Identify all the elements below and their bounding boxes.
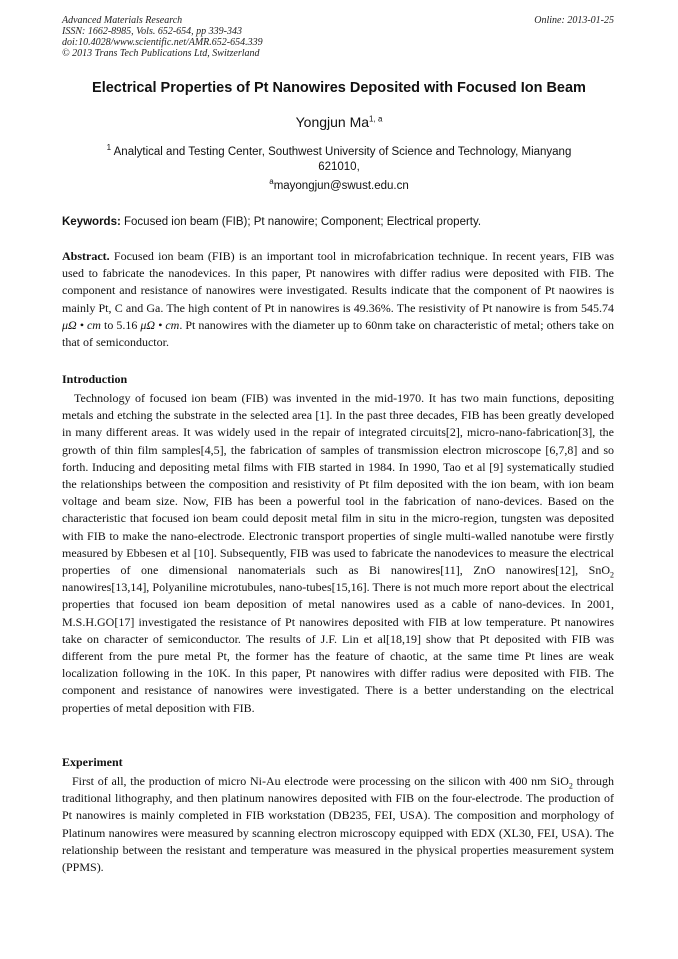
experiment-text-a: First of all, the production of micro Ni-Au electrode were processing on the silicon with 400 nm SiO	[72, 774, 569, 788]
abstract-label: Abstract.	[62, 249, 110, 263]
author-superscript: 1, a	[369, 114, 383, 124]
journal-header	[62, 15, 614, 59]
abstract-unit-2: μΩ • cm	[140, 317, 180, 332]
abstract-to: to 5.16	[103, 317, 138, 332]
introduction-subscript: 2	[610, 570, 614, 580]
affiliation-line-2: 621010,	[318, 161, 360, 173]
email-superscript: a	[269, 177, 274, 187]
abstract-paragraph	[62, 248, 614, 351]
issn-line: ISSN: 1662-8985, Vols. 652-654, pp 339-343	[62, 26, 242, 37]
introduction-text-a: Technology of focused ion beam (FIB) was invented in the mid-1970. It has two main functions, depositing metals and etching the substrate in the selected area [1]. In the past three decades, FIB has been greatly developed in many different areas. It was widely used in the repair of integrated circuits[2], micro-nano-fabrication[3], the growth of thin film samples[4,5], the fabrication of samples of transmission electron microscope [6,7,8] and so forth. Inducing and depositing metal films with FIB started in 1984. In 1990, Tao et al [9] systematically studied the relationships between the composition and resistivity of Pt film deposited with the ion beam, with ion beam voltage and beam size. Now, FIB has been a powerful tool in the fabrication of nano-devices. Based on the characteristic that focused ion beam could deposit metal film in situ in the micro-region, tungsten was deposited with FIB to make the nano-electrode. Electronic transport properties of single multi-walled nanotube were firstly measured by Ebbesen et al [10]. Subsequently, FIB was used to fabricate the nanodevices to measure the electrical properties of one dimensional nanomaterials such as Bi nanowires[11], ZnO nanowires[12], SnO	[62, 391, 614, 578]
experiment-paragraph	[62, 773, 614, 876]
introduction-heading: Introduction	[62, 372, 128, 386]
affiliation-superscript: 1	[106, 143, 112, 153]
abstract-text-a: Focused ion beam (FIB) is an important tool in microfabrication technique. In recent years, FIB was used to fabricate the nanodevices. In this paper, Pt nanowires with differ radius were deposited with FIB. The component and resistance of nanowires were investigated. Results indicate that the component of Pt naowires is mainly Pt, C and Ga. The high content of Pt in nanowires is 49.36%. The resistivity of Pt nanowire is from 545.74	[62, 249, 615, 315]
author-name: Yongjun Ma	[295, 114, 370, 130]
email-address[interactable]: mayongjun@swust.edu.cn	[273, 180, 409, 192]
experiment-text-b: through traditional lithography, and then platinum nanowires deposited with FIB on the four-electrode. The production of Pt nanowires is mainly completed in FIB workstation (DB235, FEI, USA). The composition and morphology of Platinum nanowires were measured by scanning electron microscopy equipped with EDX (XL30, FEI, USA). The relationship between the resistant and temperature was measured in the physical properties measurement system (PPMS).	[62, 774, 614, 875]
experiment-subscript: 2	[568, 781, 573, 791]
author-email	[40, 177, 638, 192]
keywords-text: Focused ion beam (FIB); Pt nanowire; Component; Electrical property.	[124, 216, 482, 228]
online-date: Online: 2013-01-25	[534, 15, 614, 26]
experiment-heading: Experiment	[62, 755, 123, 769]
affiliation-line-1: Analytical and Testing Center, Southwest University of Science and Technology, Mianyang	[113, 146, 572, 158]
paper-title: Electrical Properties of Pt Nanowires Deposited with Focused Ion Beam	[92, 80, 586, 96]
abstract-text-b: . Pt nanowires with the diameter up to 60nm take on characteristic of metal; others take on that of semiconductor.	[62, 317, 614, 350]
journal-name: Advanced Materials Research	[62, 15, 183, 26]
introduction-text-b: nanowires[13,14], Polyaniline microtubules, nano-tubes[15,16]. There is not much more report about the electrical properties that focused ion beam deposition of metal nanowires used as a cable of nano-devices. In 2001, M.S.H.GO[17] investigated the resistance of Pt nanowires deposited with FIB at low temperature. Pt nanowires take on character of semiconductor. The results of J.F. Lin et al[18,19] show that Pt deposited with FIB was different from the pure metal Pt, the former has the feature of chaotic, at the same time Pt lines are weak localization following in the 10K. In this paper, Pt nanowires with differ radius were deposited with FIB. The component and resistance of nanowires were investigated. There is a better understanding on the electrical properties of metal deposition with FIB.	[62, 580, 614, 715]
doi-line: doi:10.4028/www.scientific.net/AMR.652-654.339	[62, 37, 263, 48]
keywords	[62, 216, 614, 228]
keywords-label: Keywords:	[62, 216, 121, 228]
introduction-paragraph	[62, 390, 614, 717]
affiliation	[70, 145, 608, 175]
abstract-unit-1: μΩ • cm	[62, 317, 101, 332]
author-line	[40, 114, 638, 130]
copyright-line: © 2013 Trans Tech Publications Ltd, Switzerland	[62, 48, 260, 59]
